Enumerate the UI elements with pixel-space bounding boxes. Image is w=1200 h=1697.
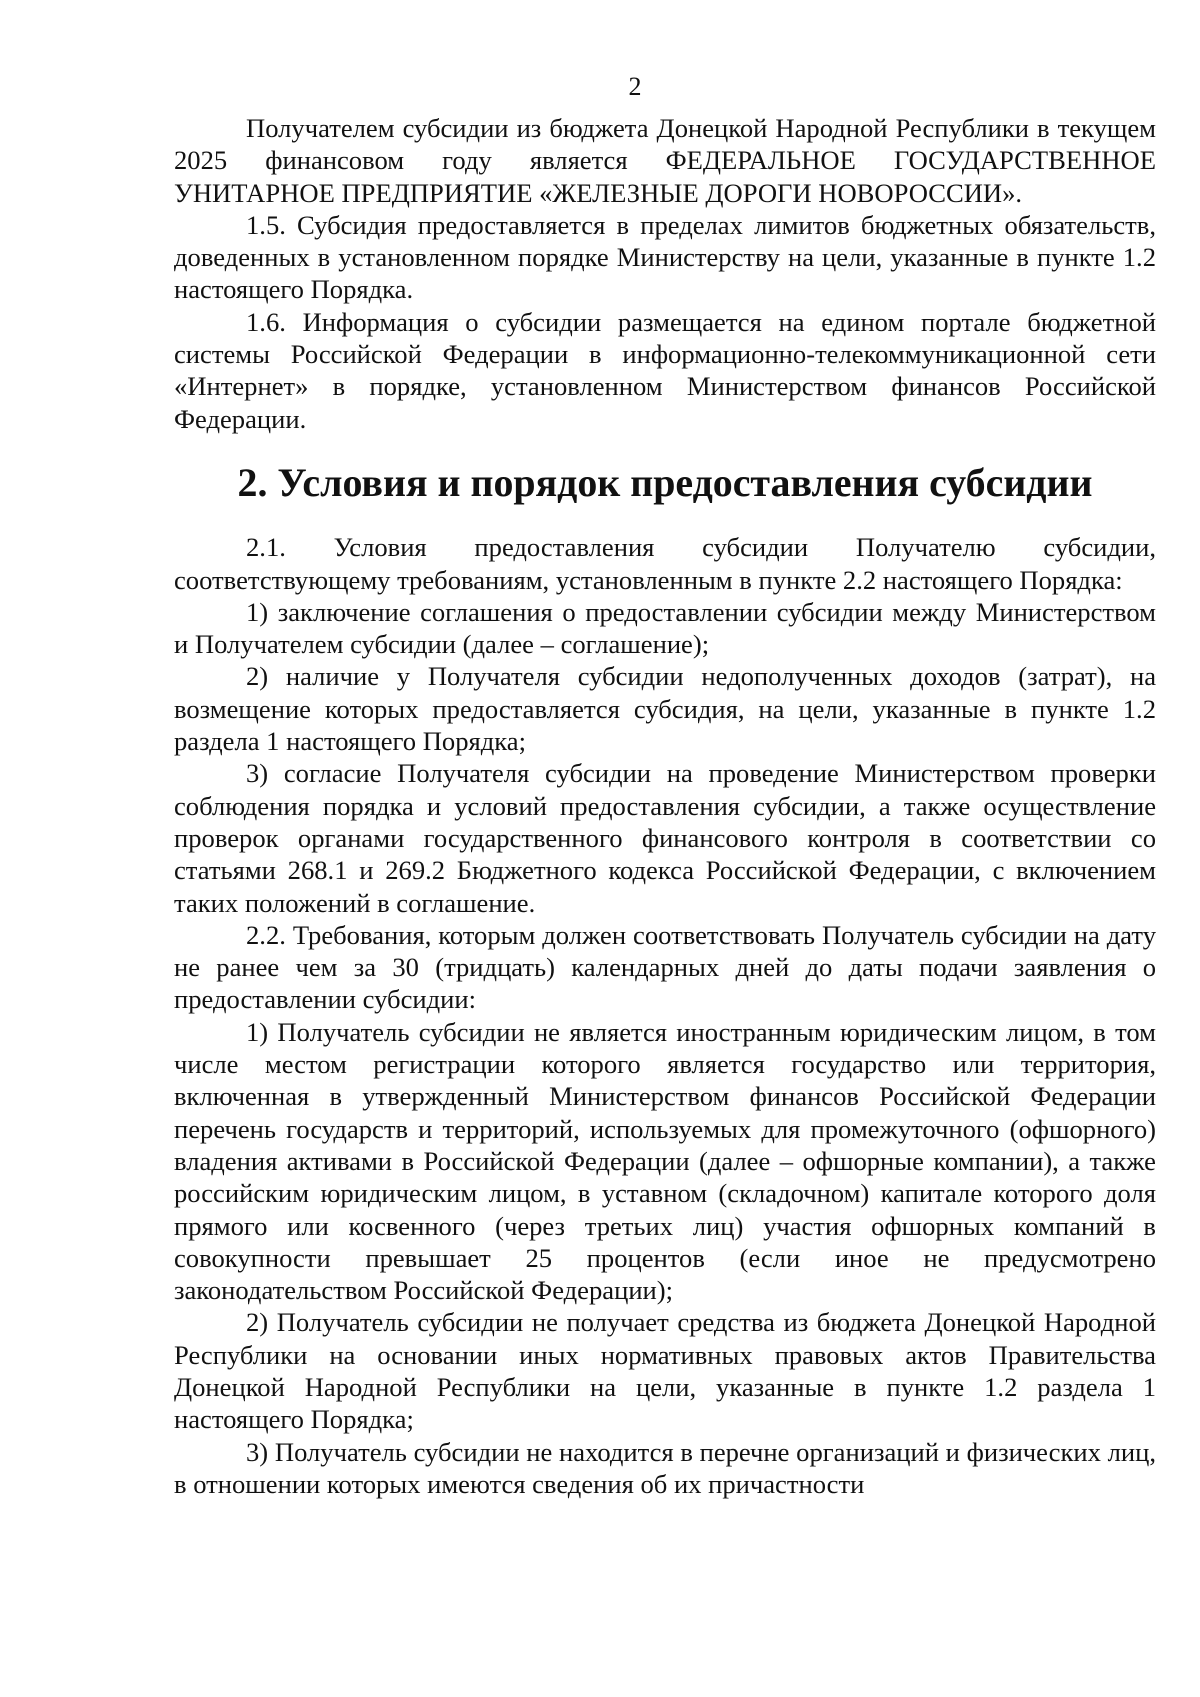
paragraph-2-1-item-2: 2) наличие у Получателя субсидии недополученных доходов (затрат), на возмещение которых предоставляется субсидия, на цели, указанные в пункте 1.2 раздела 1 настоящего Порядка;: [174, 661, 1156, 757]
paragraph-2-2-item-1: 1) Получатель субсидии не является иностранным юридическим лицом, в том числе местом регистрации которого является государство или территория, включенная в утвержденный Министерством финансов Российской Федерации перечень государств и территорий, используемых для промежуточного (офшорного) владения активами в Российской Федерации (далее – офшорные компании), а также российским юридическим лицом, в уставном (складочном) капитале которого доля прямого или косвенного (через третьих лиц) участия офшорных компаний в совокупности превышает 25 процентов (если иное не предусмотрено законодательством Российской Федерации);: [174, 1016, 1156, 1306]
paragraph-2-1-item-3: 3) согласие Получателя субсидии на проведение Министерством проверки соблюдения порядка и условий предоставления субсидии, а также осуществление проверок органами государственного финансового контроля в соответствии со статьями 268.1 и 269.2 Бюджетного кодекса Российской Федерации, с включением таких положений в соглашение.: [174, 758, 1156, 918]
paragraph-2-2: 2.2. Требования, которым должен соответствовать Получатель субсидии на дату не ранее чем за 30 (тридцать) календарных дней до даты подачи заявления о предоставлении субсидии:: [174, 919, 1156, 1015]
document-body: [174, 112, 1156, 1500]
paragraph-2-1: 2.1. Условия предоставления субсидии Получателю субсидии, соответствующему требованиям, установленным в пункте 2.2 настоящего Порядка:: [174, 532, 1156, 595]
paragraph-2-2-item-3: 3) Получатель субсидии не находится в перечне организаций и физических лиц, в отношении которых имеются сведения об их причастности: [174, 1436, 1156, 1499]
section-heading: 2. Условия и порядок предоставления субсидии: [237, 459, 1093, 505]
paragraph-recipient: Получателем субсидии из бюджета Донецкой Народной Республики в текущем 2025 финансовом году является ФЕДЕРАЛЬНОЕ ГОСУДАРСТВЕННОЕ УНИТАРНОЕ ПРЕДПРИЯТИЕ «ЖЕЛЕЗНЫЕ ДОРОГИ НОВОРОССИИ».: [174, 113, 1156, 208]
page-number: 2: [628, 72, 642, 101]
paragraph-2-1-item-1: 1) заключение соглашения о предоставлении субсидии между Министерством и Получателем субсидии (далее – соглашение);: [174, 596, 1156, 660]
paragraph-2-2-item-2: 2) Получатель субсидии не получает средства из бюджета Донецкой Народной Республики на основании иных нормативных правовых актов Правительства Донецкой Народной Республики на цели, указанные в пункте 1.2 раздела 1 настоящего Порядка;: [174, 1307, 1156, 1435]
paragraph-1-6: 1.6. Информация о субсидии размещается на едином портале бюджетной системы Российской Федерации в информационно-телекоммуникационной сети «Интернет» в порядке, установленном Министерством финансов Российской Федерации.: [174, 306, 1156, 434]
paragraph-1-5: 1.5. Субсидия предоставляется в пределах лимитов бюджетных обязательств, доведенных в установленном порядке Министерству на цели, указанные в пункте 1.2 настоящего Порядка.: [174, 209, 1156, 305]
